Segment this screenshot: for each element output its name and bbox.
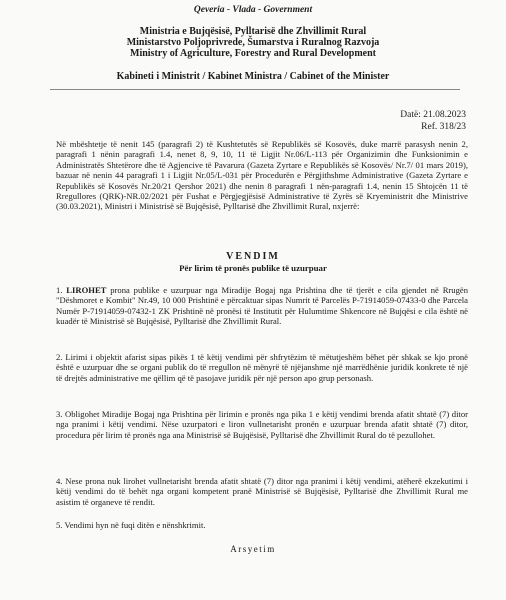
- ministry-name-serbian: Ministarstvo Poljoprivrede, Šumarstva i Ruralnog Razvoja: [126, 37, 380, 48]
- government-line: Qeveria - Vlada - Government: [193, 5, 313, 15]
- legal-basis-paragraph: Në mbështetje të nenit 145 (paragrafi 2) të Kushtetutës së Republikës së Kosovës, duke marrë parasysh nenin 2, paragrafi 1 nënin paragrafi 1.4, nenet 8, 9, 10, 11 të Ligjit Nr.06/L-113 për Organizimin dhe Funksionimin e Administratës Shtetërore dhe të Agjencive të Pavarura (Gazeta Zyrtare e Republikës së Kosovës/ Nr.7/ 01 mars 2019), bazuar në nenin 44 paragrafi 1 i Ligjit Nr.05/L-031 për Procedurën e Përgjithshme Administrative (Gazeta Zyrtare e Republikës së Kosovës Nr.20/21 Qershor 2021) dhe nenin 8 paragrafi 1 nën-paragrafi 1.4, nenin 15 Shtojcën 11 të Rregullores (QRK)-NR.02/2021 për Fushat e Përgjegjësisë Administrative të Zyrës së Kryeministrit dhe Ministrive (30.03.2021), Ministri i Ministrisë së Bujqësisë, Pylltarisë dhe Zhvillimit Rural, nxjerrë:: [56, 139, 468, 212]
- item-1-text: prona publike e uzurpuar nga Miradije Bogaj nga Prishtina dhe të tjerët e cila gjendet në Rrugën "Dëshmoret e Kombit" Nr.49, 10 000 Prishtinë e përcaktuar sipas Numrit të Parcelës P-71914059-07433-0 dhe Parcela Numër P-71914059-07432-1 ZK Prishtinë në pronësi të Institutit për Hulumtime Shkencore në Bujqësi e cila është në kuadër të Ministrisë së Bujqësisë, Pylltarisë dhe Zhvillimit Rural.: [56, 285, 468, 327]
- decision-title: VENDIM: [226, 251, 280, 262]
- document-reference: Ref. 318/23: [421, 122, 466, 132]
- item-1-lead: LIROHET: [66, 285, 107, 295]
- decision-subtitle: Për lirim të pronës publike të uzurpuar: [179, 263, 327, 273]
- ministry-name-english: Ministry of Agriculture, Forestry and Rural Development: [130, 48, 376, 59]
- decision-item-3: 3. Obligohet Miradije Bogaj nga Prishtina për lirimin e pronës nga pika 1 e këtij vendimi brenda afatit shtatë (7) ditor nga pranimi i këtij vendimi. Nëse uzurpatori e liron vullnetarisht pronën e uzurpuar brenda afatit shtatë (7) ditor, procedura për lirim të pronës nga ana Ministrisë së Bujqësisë, Pylltarisë dhe Zhvillimit Rural do të pezullohet.: [56, 409, 468, 440]
- header-divider: [50, 89, 460, 90]
- ministry-name-albanian: Ministria e Bujqësisë, Pylltarisë dhe Zhvillimit Rural: [139, 26, 367, 37]
- cabinet-heading: Kabineti i Ministrit / Kabinet Ministra / Cabinet of the Minister: [116, 71, 390, 82]
- document-date: Datë: 21.08.2023: [400, 110, 466, 120]
- item-1-number: 1.: [56, 285, 63, 295]
- decision-item-1: [56, 285, 468, 327]
- decision-item-4: 4. Nese prona nuk lirohet vullnetarisht brenda afatit shtatë (7) ditor nga pranimi i këtij vendimi, atëherë ekzekutimi i këtij vendimi do të behët nga organi kompetent pranë Ministrisë së Bujqësisë, Pylltarisë dhe Zhvillimit Rural me asistim të organeve të rendit.: [56, 476, 468, 507]
- reasoning-heading: Arsyetim: [230, 544, 276, 554]
- decision-item-5: 5. Vendimi hyn në fuqi ditën e nënshkrimit.: [56, 520, 206, 530]
- decision-item-2: 2. Lirimi i objektit afarist sipas pikës 1 të këtij vendimi për shfrytëzim të mëtutjeshëm bëhet për shkak se kjo pronë është e uzurpuar dhe se organi publik do të rregullon në mënyrë të njëjanshme një marrëdhënie juridik konkrete të një të drejtës administrative me qëllim që të pasojave juridik për një person apo grup personash.: [56, 352, 468, 383]
